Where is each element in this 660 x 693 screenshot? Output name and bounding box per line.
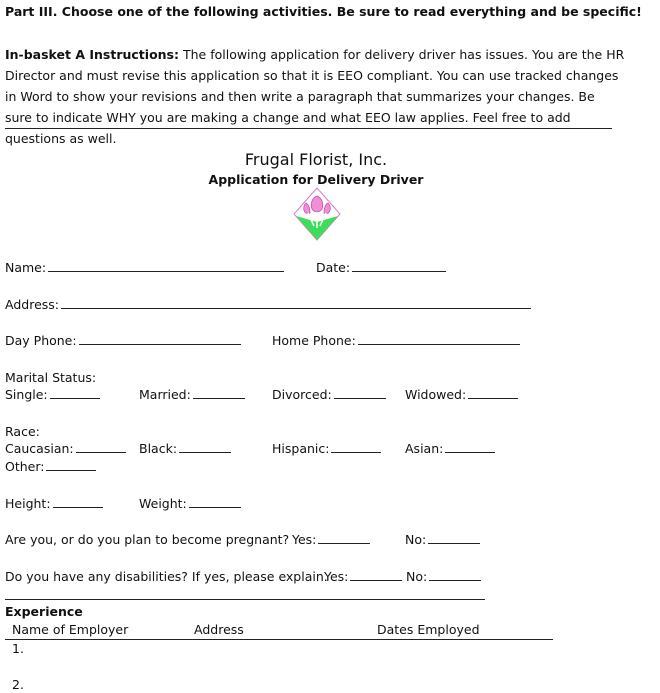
experience-table-rule bbox=[5, 639, 553, 640]
home-phone-field[interactable] bbox=[272, 333, 520, 349]
column-header-employer: Name of Employer bbox=[12, 622, 129, 637]
widowed-field[interactable] bbox=[405, 387, 518, 403]
experience-heading: Experience bbox=[5, 604, 83, 619]
black-field[interactable] bbox=[139, 441, 231, 457]
caucasian-field[interactable] bbox=[5, 441, 126, 457]
married-label: Married: bbox=[139, 387, 191, 402]
widowed-label: Widowed: bbox=[405, 387, 467, 402]
part-title: Part III. Choose one of the following activities. Be sure to read everything and be specific! bbox=[5, 4, 642, 19]
disability-no-label: No: bbox=[406, 569, 428, 584]
pregnancy-yes-label: Yes: bbox=[292, 532, 317, 547]
height-label: Height: bbox=[5, 496, 51, 511]
column-header-dates: Dates Employed bbox=[377, 622, 480, 637]
asian-label: Asian: bbox=[405, 441, 444, 456]
name-field[interactable] bbox=[5, 260, 284, 276]
instructions-divider bbox=[5, 128, 612, 129]
date-field[interactable] bbox=[316, 260, 446, 276]
race-label: Race: bbox=[5, 424, 40, 439]
day-phone-label: Day Phone: bbox=[5, 333, 77, 348]
name-label: Name: bbox=[5, 260, 47, 275]
divorced-label: Divorced: bbox=[272, 387, 332, 402]
instructions-paragraph bbox=[5, 44, 625, 149]
black-label: Black: bbox=[139, 441, 178, 456]
tulip-diamond-logo bbox=[292, 186, 342, 242]
married-field[interactable] bbox=[139, 387, 245, 403]
day-phone-field[interactable] bbox=[5, 333, 241, 349]
caucasian-label: Caucasian: bbox=[5, 441, 74, 456]
form-title: Application for Delivery Driver bbox=[208, 172, 424, 187]
single-field[interactable] bbox=[5, 387, 100, 403]
table-row: 1. bbox=[12, 641, 24, 656]
hispanic-field[interactable] bbox=[272, 441, 381, 457]
disability-question: Do you have any disabilities? If yes, please explain. bbox=[5, 569, 328, 584]
asian-field[interactable] bbox=[405, 441, 495, 457]
weight-field[interactable] bbox=[139, 496, 241, 512]
instructions-label: In-basket A Instructions: bbox=[5, 47, 179, 62]
single-label: Single: bbox=[5, 387, 48, 402]
company-name: Frugal Florist, Inc. bbox=[244, 150, 388, 169]
marital-status-label: Marital Status: bbox=[5, 370, 97, 385]
pregnancy-yes-field[interactable] bbox=[292, 532, 370, 548]
column-header-address: Address bbox=[194, 622, 244, 637]
other-race-field[interactable] bbox=[5, 459, 96, 475]
table-row: 2. bbox=[12, 677, 24, 692]
height-field[interactable] bbox=[5, 496, 103, 512]
disability-yes-field[interactable] bbox=[324, 569, 402, 585]
pregnancy-no-field[interactable] bbox=[405, 532, 480, 548]
weight-label: Weight: bbox=[139, 496, 187, 511]
divorced-field[interactable] bbox=[272, 387, 386, 403]
instructions-text: The following application for delivery driver has issues. You are the HR Director and must revise this application so that it is EEO compliant. You can use tracked changes in Word to show your revisions and then write a paragraph that summarizes your changes. Be sure to indicate WHY you are making a change and what EEO law applies. Feel free to add questions as well. bbox=[5, 47, 625, 146]
pregnancy-question: Are you, or do you plan to become pregnant? bbox=[5, 532, 290, 547]
pregnancy-no-label: No: bbox=[405, 532, 427, 547]
home-phone-label: Home Phone: bbox=[272, 333, 356, 348]
address-label: Address: bbox=[5, 297, 59, 312]
address-field[interactable] bbox=[5, 297, 531, 313]
disability-explanation-line[interactable] bbox=[5, 599, 485, 600]
disability-no-field[interactable] bbox=[406, 569, 481, 585]
disability-yes-label: Yes: bbox=[324, 569, 349, 584]
hispanic-label: Hispanic: bbox=[272, 441, 330, 456]
date-label: Date: bbox=[316, 260, 351, 275]
other-race-label: Other: bbox=[5, 459, 45, 474]
